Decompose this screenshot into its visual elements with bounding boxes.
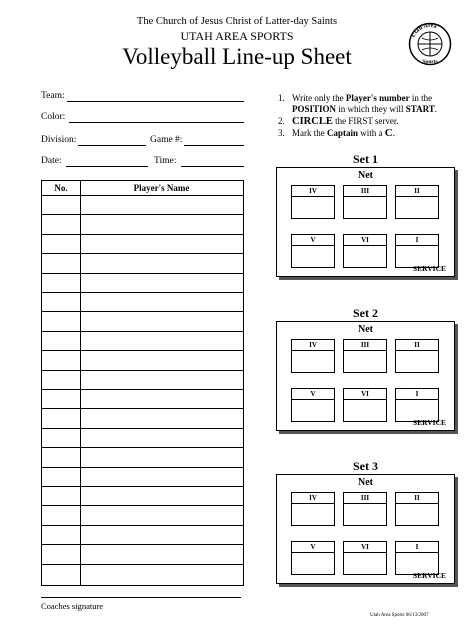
net-label: Net: [358, 170, 373, 181]
table-row[interactable]: [42, 390, 243, 409]
set-title: Set 2: [353, 306, 378, 320]
position-box[interactable]: [395, 234, 439, 268]
team-field[interactable]: [67, 101, 244, 102]
service-label: SERVICE: [412, 418, 446, 427]
column-header-player-name: Player's Name: [133, 183, 190, 193]
position-label: II: [396, 493, 438, 504]
set-court-box: [276, 474, 455, 584]
time-label: Time:: [154, 156, 177, 166]
position-label: V: [292, 389, 334, 400]
position-label: VI: [344, 542, 386, 553]
table-row[interactable]: [42, 506, 243, 525]
color-field[interactable]: [69, 122, 244, 123]
position-box[interactable]: [343, 541, 387, 575]
column-header-number: No.: [54, 183, 68, 193]
position-label: VI: [344, 389, 386, 400]
position-box[interactable]: [291, 492, 335, 526]
coach-signature-label: Coaches signature: [41, 601, 104, 611]
table-row[interactable]: [42, 487, 243, 506]
table-row[interactable]: [42, 545, 243, 564]
position-box[interactable]: [343, 185, 387, 219]
position-box[interactable]: [395, 185, 439, 219]
position-label: III: [344, 340, 386, 351]
color-label: Color:: [41, 112, 66, 122]
table-row[interactable]: [42, 312, 243, 331]
position-box[interactable]: [395, 388, 439, 422]
table-row[interactable]: [42, 526, 243, 545]
net-label: Net: [358, 324, 373, 335]
position-label: I: [396, 235, 438, 246]
position-box[interactable]: [291, 339, 335, 373]
svg-text:Utah Area: Utah Area: [410, 22, 438, 39]
position-label: I: [396, 542, 438, 553]
position-box[interactable]: [291, 234, 335, 268]
position-label: V: [292, 235, 334, 246]
table-row[interactable]: [42, 448, 243, 467]
footer-note: Utah Area Sports 06/13/2007: [370, 613, 429, 618]
table-header: [42, 181, 243, 196]
position-label: II: [396, 340, 438, 351]
table-row[interactable]: [42, 565, 243, 584]
position-label: II: [396, 186, 438, 197]
player-table: [41, 180, 244, 586]
table-row[interactable]: [42, 351, 243, 370]
table-row[interactable]: [42, 215, 243, 234]
position-box[interactable]: [343, 339, 387, 373]
position-box[interactable]: [343, 234, 387, 268]
position-box[interactable]: [395, 541, 439, 575]
net-label: Net: [358, 477, 373, 488]
table-row[interactable]: [42, 409, 243, 428]
instructions-list: [278, 93, 468, 140]
instruction-1: 1. Write only the Player's number in the POSITION in which they will START.: [278, 93, 438, 114]
set-title: Set 1: [353, 152, 378, 166]
svg-text:Sports: Sports: [422, 59, 438, 65]
coach-signature-line[interactable]: [41, 597, 241, 598]
sports-heading: UTAH AREA SPORTS: [180, 29, 294, 43]
position-label: IV: [292, 340, 334, 351]
set-title: Set 3: [353, 459, 378, 473]
position-label: IV: [292, 186, 334, 197]
instruction-3: 3. Mark the Captain with a C.: [278, 127, 395, 139]
service-label: SERVICE: [412, 264, 446, 273]
position-box[interactable]: [395, 339, 439, 373]
set-court-box: [276, 167, 455, 277]
position-box[interactable]: [291, 388, 335, 422]
table-row[interactable]: [42, 332, 243, 351]
game-number-field[interactable]: [184, 145, 244, 146]
table-row[interactable]: [42, 468, 243, 487]
position-label: I: [396, 389, 438, 400]
position-label: III: [344, 493, 386, 504]
division-label: Division:: [41, 135, 77, 145]
table-row[interactable]: [42, 196, 243, 215]
position-box[interactable]: [343, 388, 387, 422]
position-box[interactable]: [343, 492, 387, 526]
position-box[interactable]: [291, 185, 335, 219]
service-label: SERVICE: [412, 571, 446, 580]
position-label: VI: [344, 235, 386, 246]
game-number-label: Game #:: [150, 135, 183, 145]
organization-name: The Church of Jesus Christ of Latter-day Saints: [136, 16, 338, 27]
position-label: IV: [292, 493, 334, 504]
date-field[interactable]: [66, 166, 148, 167]
position-label: III: [344, 186, 386, 197]
table-row[interactable]: [42, 235, 243, 254]
table-row[interactable]: [42, 429, 243, 448]
team-label: Team:: [41, 91, 65, 101]
table-row[interactable]: [42, 274, 243, 293]
table-row[interactable]: [42, 371, 243, 390]
position-box[interactable]: [395, 492, 439, 526]
page-title: Volleyball Line-up Sheet: [122, 44, 352, 69]
position-label: V: [292, 542, 334, 553]
time-field[interactable]: [181, 166, 244, 167]
table-row[interactable]: [42, 254, 243, 273]
instruction-2: 2. CIRCLE the FIRST server.: [278, 116, 399, 127]
table-row[interactable]: [42, 293, 243, 312]
set-court-box: [276, 321, 455, 431]
division-field[interactable]: [78, 145, 146, 146]
date-label: Date:: [41, 156, 62, 166]
utah-area-sports-logo: [408, 22, 452, 66]
position-box[interactable]: [291, 541, 335, 575]
